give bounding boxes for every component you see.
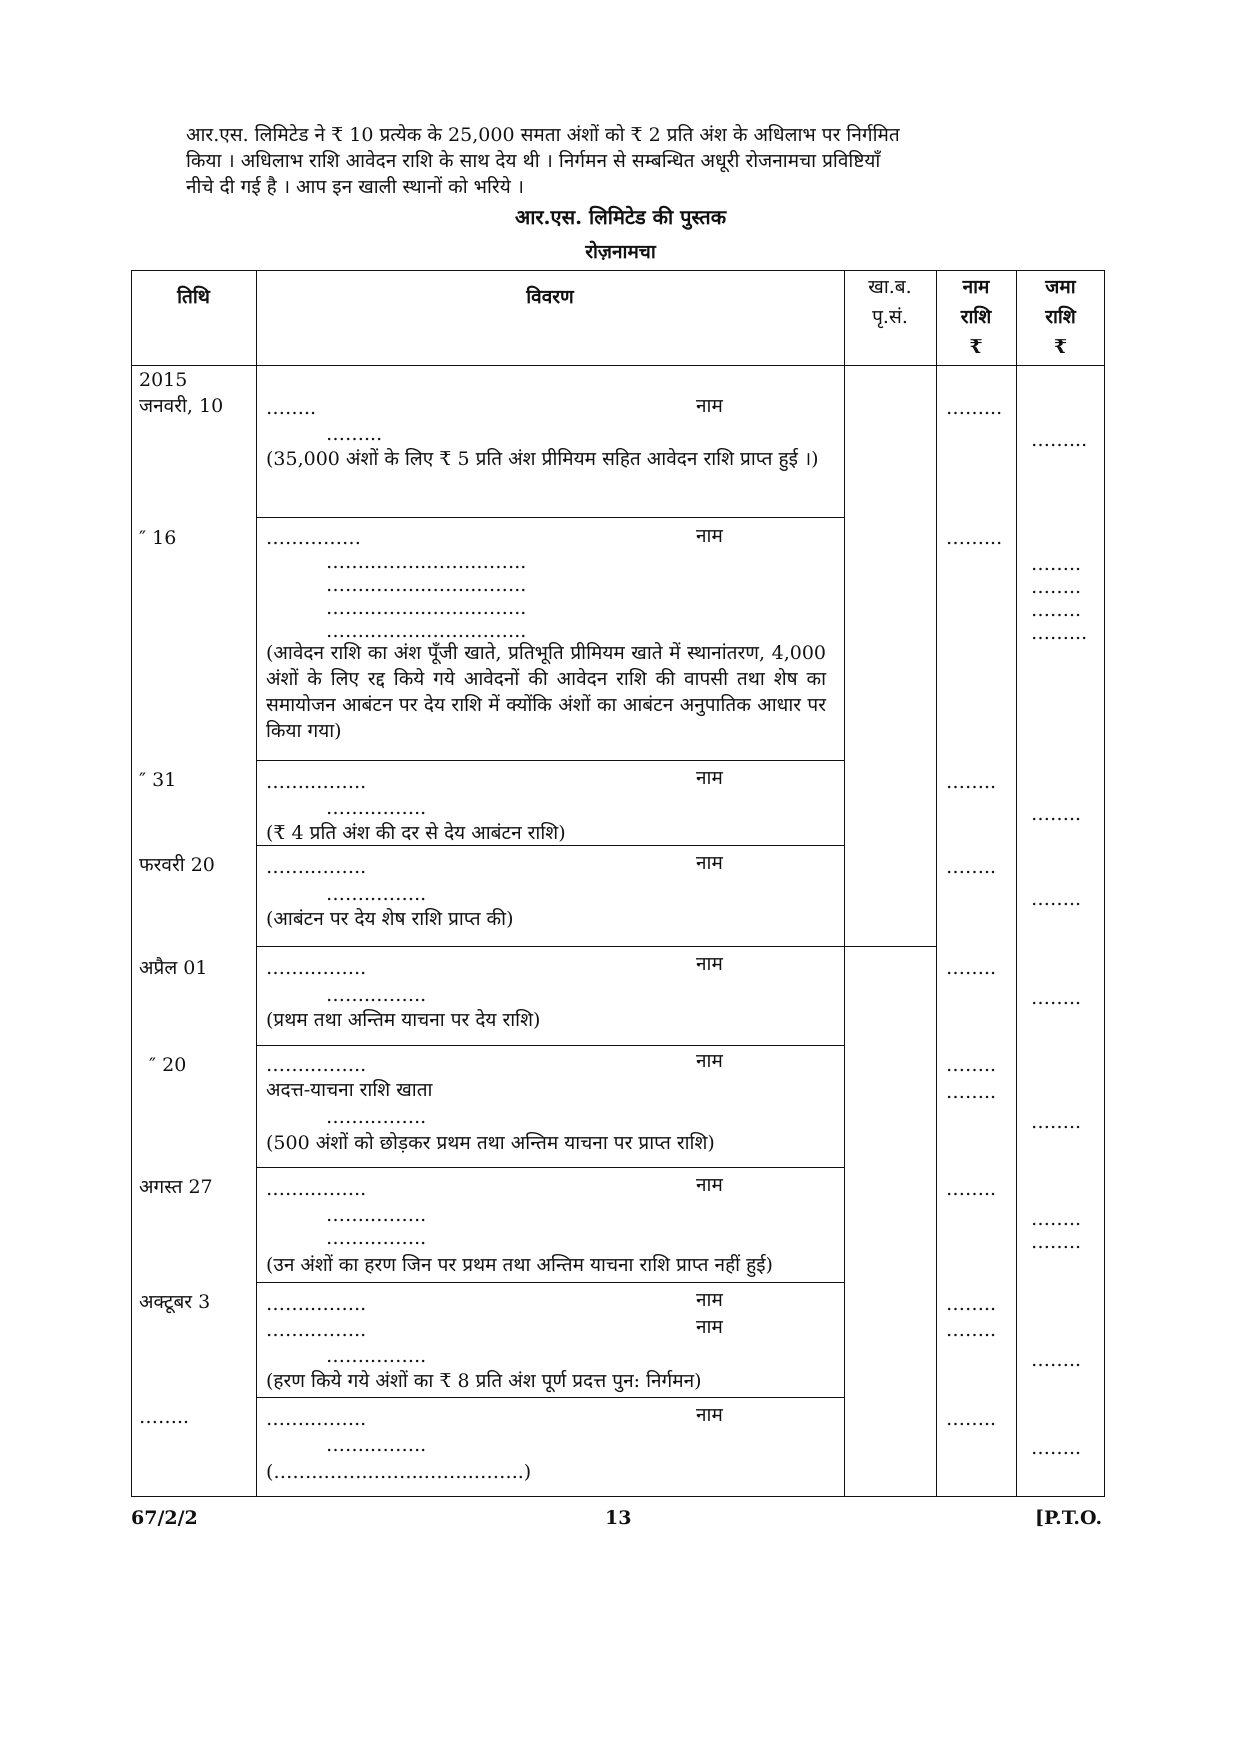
entry-date: अगस्त 27 — [139, 1176, 213, 1198]
dr-label: नाम — [696, 953, 723, 975]
entry-line: ……..……..……..…….. — [326, 620, 527, 642]
entry-narration: (₹ 4 प्रति अंश की दर से देय आबंटन राशि) — [266, 822, 566, 844]
header-debit-line3: ₹ — [969, 336, 983, 358]
col-divider — [844, 270, 845, 1497]
header-lf-line1: खा.ब. — [868, 276, 912, 298]
col-divider — [1016, 270, 1017, 1497]
pto-label: [P.T.O. — [1035, 1507, 1103, 1529]
entry-date: अक्टूबर 3 — [139, 1291, 211, 1313]
col-divider — [936, 270, 937, 1497]
debit-amount: …….. — [946, 1081, 997, 1103]
entry-separator — [256, 1397, 844, 1398]
entry-date: ″ 20 — [149, 1054, 187, 1076]
question-line-2: किया । अधिलाभ राशि आवेदन राशि के साथ देय थी । निर्गमन से सम्बन्धित अधूरी रोजनामचा प्रविष्टियाँ — [186, 150, 881, 172]
entry-narration: (उन अंशों का हरण जिन पर प्रथम तथा अन्तिम याचना राशि प्राप्त नहीं हुई) — [266, 1254, 773, 1276]
credit-amount: …….. — [1031, 1208, 1082, 1230]
entry-line: ……..……..……..…….. — [326, 597, 527, 619]
header-credit-line2: राशि — [1045, 306, 1076, 328]
header-credit-line3: ₹ — [1053, 336, 1068, 358]
journal-title: रोज़नामचा — [585, 241, 656, 263]
entry-line: ……..…….. — [326, 1106, 427, 1128]
entry-line: …………… — [266, 527, 361, 549]
header-credit — [1016, 272, 1105, 362]
header-debit-line2: राशि — [960, 306, 992, 328]
lf-separator — [844, 946, 936, 947]
entry-line: ……..…….. — [266, 1319, 367, 1341]
debit-amount: …….. — [946, 1293, 997, 1315]
entry-separator — [256, 517, 844, 518]
credit-amount: …….. — [1031, 1111, 1082, 1133]
entry-separator — [256, 1045, 844, 1046]
entry-line: …….. — [266, 397, 317, 419]
entry-line: ……..…….. — [266, 1178, 367, 1200]
entry-line: (……..……..……..……..……..) — [266, 1461, 532, 1483]
entry-line: ……..…….. — [326, 1204, 427, 1226]
dr-label: नाम — [696, 1050, 723, 1072]
credit-amount: …….. — [1031, 803, 1082, 825]
debit-amount: …….. — [946, 1319, 997, 1341]
entry-date: …….. — [139, 1406, 190, 1428]
entry-date: अप्रैल 01 — [139, 957, 208, 979]
entry-date: फरवरी 20 — [139, 854, 215, 876]
journal-table — [131, 270, 1105, 1497]
entry-line: ……..…….. — [266, 1408, 367, 1430]
entry-line: ……..……..……..…….. — [326, 574, 527, 596]
credit-amount: …….. — [1031, 1349, 1082, 1371]
entry-line: ……..…….. — [326, 1227, 427, 1249]
dr-label: नाम — [696, 767, 723, 789]
question-line-3: नीचे दी गई है । आप इन खाली स्थानों को भरिये । — [186, 176, 524, 198]
entry-separator — [256, 760, 844, 761]
dr-label: नाम — [696, 1404, 723, 1426]
debit-amount: …….. — [946, 1054, 997, 1076]
entry-narration: (आवेदन राशि का अंश पूँजी खाते, प्रतिभूति प्रीमियम खाते में स्थानांतरण, 4,000 अंशों के लिए रद्द किये गये आवेदनों की आवेदन राशि की वापसी तथा शेष का समायोजन आबंटन पर देय राशि में क्योंकि अंशों का आबंटन अनुपातिक आधार पर किया गया) — [266, 642, 826, 742]
header-lf — [844, 272, 936, 332]
entry-separator — [256, 946, 844, 947]
entry-narration: (आबंटन पर देय शेष राशि प्राप्त की) — [266, 908, 514, 930]
debit-amount: …….. — [946, 856, 997, 878]
question-text — [186, 122, 1056, 200]
entry-date: 2015 — [139, 369, 188, 391]
entry-line: ……..…….. — [326, 1345, 427, 1367]
debit-amount: …….. — [946, 1408, 997, 1430]
entry-date: ″ 16 — [139, 527, 177, 549]
dr-label: नाम — [696, 1289, 723, 1311]
entry-date: जनवरी, 10 — [139, 395, 224, 417]
entry-line: ……... — [326, 423, 383, 445]
paper-code: 67/2/2 — [131, 1507, 198, 1529]
credit-amount: …….. — [1031, 553, 1082, 575]
header-particulars: विवरण — [526, 286, 574, 308]
entry-line: ……..…….. — [326, 797, 427, 819]
entry-line: ……..…….. — [326, 1434, 427, 1456]
dr-label: नाम — [696, 395, 723, 417]
credit-amount: …….. — [1031, 599, 1082, 621]
dr-label: नाम — [696, 852, 723, 874]
debit-amount: ……... — [946, 397, 1003, 419]
entry-narration: (हरण किये गये अंशों का ₹ 8 प्रति अंश पूर्ण प्रदत्त पुन: निर्गमन) — [266, 1370, 702, 1392]
page-number: 13 — [605, 1507, 632, 1529]
dr-label: नाम — [696, 1316, 723, 1338]
entry-line: ……..…….. — [266, 1293, 367, 1315]
entry-line: ……..…….. — [326, 984, 427, 1006]
dr-label: नाम — [696, 1174, 723, 1196]
entry-line: ……..…….. — [326, 883, 427, 905]
header-date: तिथि — [177, 286, 210, 308]
entry-line: ……..……..……..…….. — [326, 551, 527, 573]
header-credit-line1: जमा — [1045, 276, 1076, 298]
entry-line: ……..…….. — [266, 771, 367, 793]
entry-date: ″ 31 — [139, 769, 177, 791]
header-debit — [936, 272, 1016, 362]
credit-amount: …….. — [1031, 576, 1082, 598]
credit-amount: …….. — [1031, 1437, 1082, 1459]
credit-amount: …….. — [1031, 987, 1082, 1009]
entry-narration: (500 अंशों को छोड़कर प्रथम तथा अन्तिम याचना पर प्राप्त राशि) — [266, 1132, 715, 1154]
header-lf-line2: पृ.सं. — [872, 306, 908, 328]
header-rule — [131, 365, 1105, 366]
entry-line: अदत्त-याचना राशि खाता — [266, 1079, 433, 1101]
entry-narration: (35,000 अंशों के लिए ₹ 5 प्रति अंश प्रीमियम सहित आवेदन राशि प्राप्त हुई ।) — [266, 448, 819, 470]
debit-amount: …….. — [946, 957, 997, 979]
entry-line: ……..…….. — [266, 1054, 367, 1076]
credit-amount: …….. — [1031, 1231, 1082, 1253]
entry-line: ……..…….. — [266, 856, 367, 878]
debit-amount: ……... — [946, 527, 1003, 549]
entry-separator — [256, 1167, 844, 1168]
book-title: आर.एस. लिमिटेड की पुस्तक — [514, 205, 727, 229]
entry-narration: (प्रथम तथा अन्तिम याचना पर देय राशि) — [266, 1009, 541, 1031]
credit-amount: ……... — [1031, 622, 1088, 644]
col-divider — [256, 270, 257, 1497]
header-debit-line1: नाम — [962, 276, 990, 298]
debit-amount: …….. — [946, 1178, 997, 1200]
entry-line: ……..…….. — [266, 957, 367, 979]
dr-label: नाम — [696, 525, 723, 547]
debit-amount: …….. — [946, 771, 997, 793]
credit-amount: ……... — [1031, 429, 1088, 451]
question-line-1: आर.एस. लिमिटेड ने ₹ 10 प्रत्येक के 25,000 समता अंशों को ₹ 2 प्रति अंश के अधिलाभ पर निर्गमित — [186, 124, 900, 146]
credit-amount: …….. — [1031, 888, 1082, 910]
entry-separator — [256, 1282, 844, 1283]
